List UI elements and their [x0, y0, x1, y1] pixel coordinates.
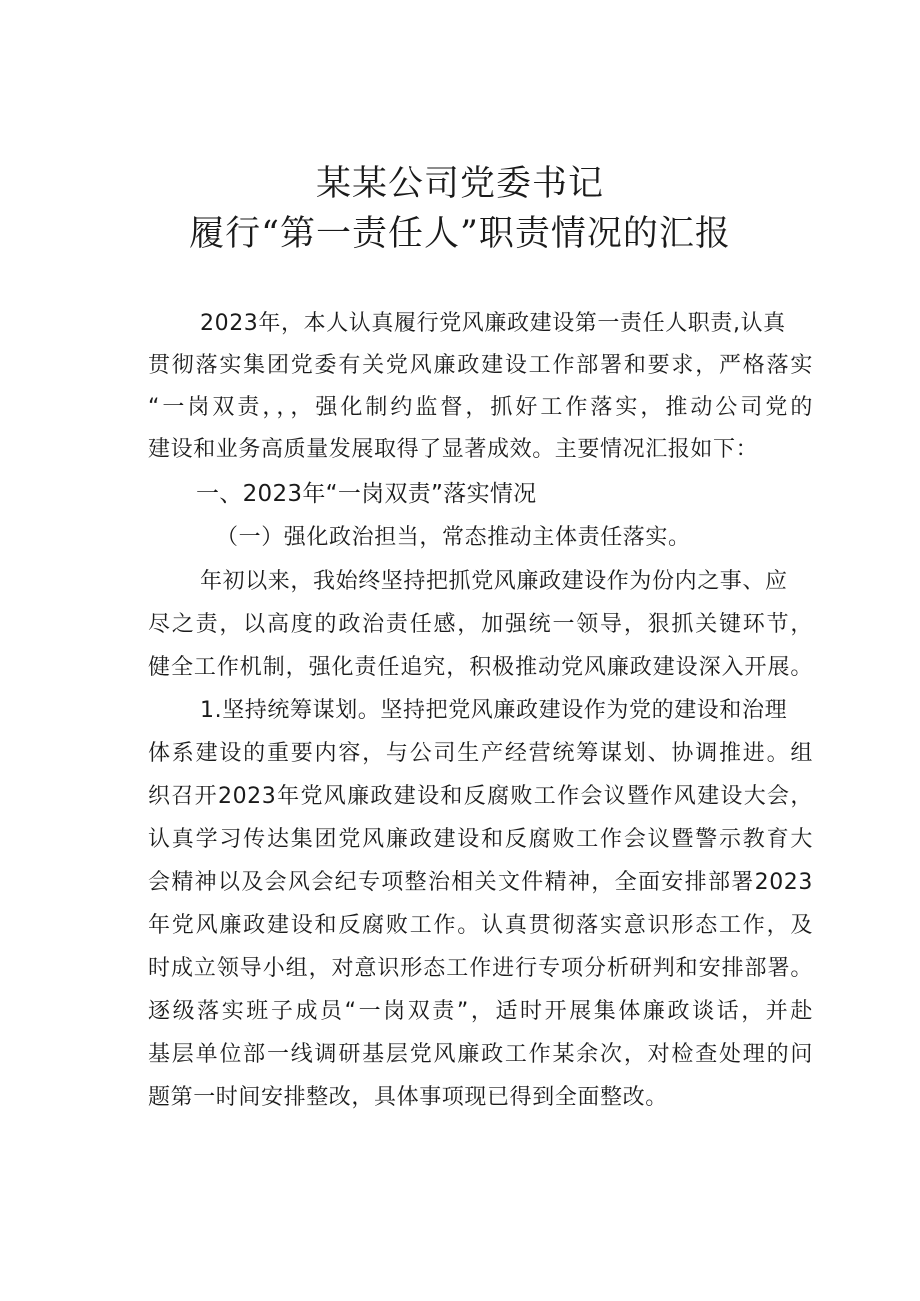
- paragraph-item-1-line-7: 时成立领导小组，对意识形态工作进行专项分析研判和安排部署。: [148, 956, 813, 981]
- subsection-heading-1: （一）强化政治担当，常态推动主体责任落实。: [216, 525, 691, 550]
- paragraph-item-1-line-8: 逐级落实班子成员“一岗双责”，适时开展集体廉政谈话，并赴: [148, 999, 813, 1024]
- paragraph-item-1-line-9: 基层单位部一线调研基层党风廉政工作某余次，对检查处理的问: [148, 1042, 813, 1067]
- paragraph-intro-line-3: “一岗双责，，，强化制约监督，抓好工作落实，推动公司党的: [148, 395, 813, 420]
- document-title-line-1: 某某公司党委书记: [315, 164, 604, 204]
- paragraph-item-1-line-10: 题第一时间安排整改，具体事项现已得到全面整改。: [148, 1085, 668, 1110]
- paragraph-section-line-1: 年初以来，我始终坚持把抓党风廉政建设作为份内之事、应: [200, 569, 788, 594]
- paragraph-item-1-line-5: 会精神以及会风会纪专项整治相关文件精神，全面安排部署2023: [148, 870, 813, 895]
- paragraph-intro-line-4: 建设和业务高质量发展取得了显著成效。主要情况汇报如下：: [148, 437, 759, 462]
- paragraph-item-1-line-2: 体系建设的重要内容，与公司生产经营统筹谋划、协调推进。组: [148, 741, 813, 766]
- paragraph-intro-line-1: 2023年，本人认真履行党风廉政建设第一责任人职责,认真: [200, 311, 786, 336]
- paragraph-item-1-line-6: 年党风廉政建设和反腐败工作。认真贯彻落实意识形态工作，及: [148, 913, 813, 938]
- paragraph-item-1-line-1: 1.坚持统筹谋划。坚持把党风廉政建设作为党的建设和治理: [200, 698, 788, 723]
- document-title-line-2: 履行“第一责任人”职责情况的汇报: [189, 214, 731, 254]
- paragraph-intro-line-2: 贯彻落实集团党委有关党风廉政建设工作部署和要求，严格落实: [148, 353, 813, 378]
- paragraph-section-line-2: 尽之责，以高度的政治责任感，加强统一领导，狠抓关键环节，: [148, 612, 813, 637]
- paragraph-section-line-3: 健全工作机制，强化责任追究，积极推动党风廉政建设深入开展。: [148, 655, 813, 680]
- paragraph-item-1-line-4: 认真学习传达集团党风廉政建设和反腐败工作会议暨警示教育大: [148, 827, 813, 852]
- paragraph-item-1-line-3: 织召开2023年党风廉政建设和反腐败工作会议暨作风建设大会，: [148, 784, 813, 809]
- section-heading-1: 一、2023年“一岗双责”落实情况: [196, 481, 537, 507]
